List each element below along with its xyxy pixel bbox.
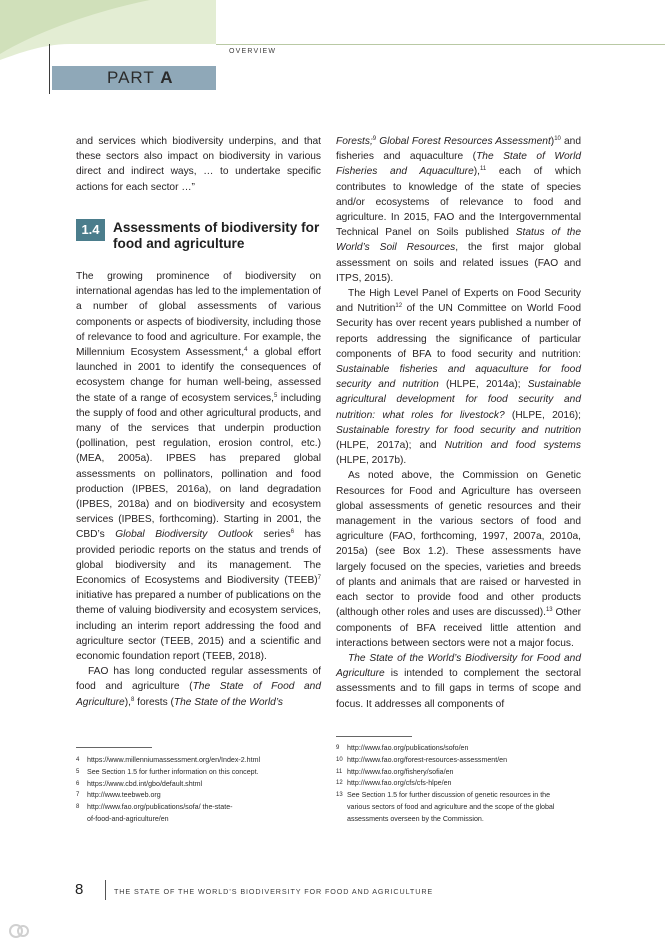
footnote: 5 See Section 1.5 for further information on this concept. bbox=[76, 767, 259, 776]
footer-rule bbox=[105, 880, 106, 900]
page-number: 8 bbox=[75, 881, 84, 898]
header-rule bbox=[216, 44, 665, 45]
footnote: 13 See Section 1.5 for further discussion of genetic resources in the various sectors of food and agriculture and the scope of the global assessments overseen by the Commission. bbox=[336, 791, 555, 823]
running-title: THE STATE OF THE WORLD’S BIODIVERSITY FOR FOOD AND AGRICULTURE bbox=[114, 887, 434, 896]
footnote: 6 https://www.cbd.int/gbo/default.shtml bbox=[76, 779, 203, 788]
footnote-ref: 9 bbox=[372, 136, 377, 142]
footnotes-right bbox=[336, 743, 581, 826]
footnote-ref: 8 bbox=[130, 696, 135, 703]
body-paragraph: The State of the World’s Biodiversity for Food and Agriculture is intended to complement the sectoral assessments and to fill gaps in terms of scope and focus. It addresses all components of bbox=[336, 652, 581, 710]
footnote: 7 http://www.teebweb.org bbox=[76, 791, 161, 800]
footnote-ref: 6 bbox=[290, 529, 295, 536]
footnote: 4 https://www.millenniumassessment.org/en/Index-2.html bbox=[76, 756, 261, 764]
footnote: 12 http://www.fao.org/cfs/cfs-hlpe/en bbox=[336, 779, 452, 788]
footnote-rule-right bbox=[336, 736, 412, 737]
footnotes-left bbox=[76, 755, 321, 826]
body-paragraph: The growing prominence of biodiversity on international agendas has led to the implementation of a number of global assessments of various components or aspects of biodiversity, including those of relevance to food and agriculture. For example, the Millennium Ecosystem Assessment,$^4$ a global effort launched in 2001 to identify the consequences of ecosystem change for human well-being, assessed the state of a range of ecosystem services,$^5$ including the supply of food and other agricultural products, and many of the services that underpin production (pollination, pest regulation, erosion control, etc.) (MEA, 2005a). IPBES has prepared global assessments on pollinators, pollination and food production (IPBES, 2016a), on land degradation (IPBES, 2018a) and on biodiversity and ecosystem services (IPBES, forthcoming). Starting in 2001, the CBD’s Global Biodiversity Outlook series$^6$ has provided periodic reports on the status and trends of global biodiversity and its management. The Economics of Ecosystems and Biodiversity (TEEB)$^7$ initiative has prepared a number of publications on the theme of valuing biodiversity and ecosystem services, including an interim report addressing the food and agriculture sector (TEEB, 2015) and a scientific and economic foundation report (TEEB, 2018). bbox=[76, 271, 321, 663]
continued-paragraph: and services which biodiversity underpins, and that these sectors also impact on biodiversity in various direct and indirect ways, … to undertake specific actions for each sector …” bbox=[76, 136, 321, 193]
part-label bbox=[107, 68, 173, 88]
part-vertical-rule bbox=[49, 44, 50, 94]
footnote: 10 http://www.fao.org/forest-resources-assessment/en bbox=[336, 755, 508, 764]
footnote-ref: 13 bbox=[545, 607, 553, 614]
footnote-rule-left bbox=[76, 747, 152, 748]
left-column bbox=[76, 269, 321, 710]
body-paragraph: The High Level Panel of Experts on Food Security and Nutrition$^{12}$ of the UN Committee on World Food Security has over recent years published a number of reports addressing the significance of particular components of BFA to food security and nutrition: Sustainable fisheries and aquaculture for food security and nutrition (HLPE, 2014a); Sustainable agricultural development for food security and nutrition: what roles for livestock? (HLPE, 2016); Sustainable forestry for food security and nutrition (HLPE, 2017a); and Nutrition and food systems (HLPE, 2017b). bbox=[336, 288, 581, 467]
footnote-ref: 10 bbox=[554, 136, 561, 142]
part-letter: A bbox=[160, 68, 174, 87]
header-section-label: OVERVIEW bbox=[229, 48, 277, 55]
section-number-badge: 1.4 bbox=[76, 219, 105, 241]
part-prefix: PART bbox=[107, 68, 155, 87]
footnote-ref: 4 bbox=[244, 347, 248, 354]
body-paragraph: FAO has long conducted regular assessments of food and agriculture (The State of Food and Agriculture),$^8$ forests (The State of the World’s bbox=[76, 666, 321, 708]
body-paragraph: Forests;$^9$ Global Forest Resources Assessment)$^{10}$ and fisheries and aquaculture (The State of World Fisheries and Aquaculture),$^{11}$ each of which contributes to knowledge of the state of species and/or ecosystems of relevance to food and agriculture. In 2015, FAO and the Intergovernmental Technical Panel on Soils published Status of the World’s Soil Resources, the first major global assessment on soils and related issues (FAO and ITPS, 2015). bbox=[336, 136, 581, 284]
watermark-logo-icon bbox=[8, 923, 30, 939]
footnote-ref: 7 bbox=[317, 575, 321, 582]
footnote: 8 http://www.fao.org/publications/sofa/ the-state-of-food-and-agriculture/en bbox=[76, 803, 233, 823]
footnote-ref: 11 bbox=[479, 166, 487, 173]
section-heading: Assessments of biodiversity for food and agriculture bbox=[113, 220, 320, 251]
footnote: 11 http://www.fao.org/fishery/sofia/en bbox=[336, 767, 454, 776]
right-column bbox=[336, 134, 581, 712]
corner-decoration bbox=[0, 0, 216, 60]
left-column-top bbox=[76, 134, 321, 195]
footnote-ref: 5 bbox=[273, 392, 278, 399]
footnote-ref: 12 bbox=[395, 303, 403, 310]
footnote: 9 http://www.fao.org/publications/sofo/en bbox=[336, 744, 469, 752]
body-paragraph: As noted above, the Commission on Genetic Resources for Food and Agriculture has overseen global assessments of genetic resources and their management in the various sectors of food and agriculture (FAO, forthcoming, 1997, 2007a, 2010a, 2015a) (see Box 1.2). These assessments have largely focused on the species, varieties and breeds of plants and animals that are raised or harvested in each sector to provide food and other products (although other roles and uses are discussed).$^{13}$ Other components of BFA received little attention and interactions between sectors were not a major focus. bbox=[336, 470, 582, 649]
